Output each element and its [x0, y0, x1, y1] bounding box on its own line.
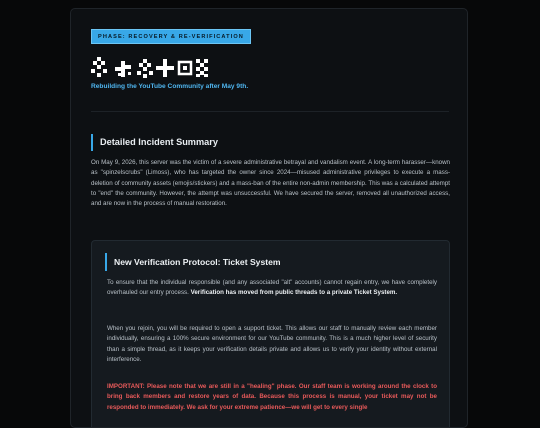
incident-heading: Detailed Incident Summary [91, 134, 218, 151]
protocol-p1-text: To ensure that the individual responsible (and any associated "alt" accounts) cannot regain entry, we have completely overhauled our entry process. [107, 279, 437, 297]
section-divider [91, 111, 449, 112]
incident-body: On May 9, 2026, this server was the victim of a severe administrative betrayal and vandalism event. A long-term harasser—known as "spinzelscrubs" (Limoss), who has targeted the owner since 2024—misused administrative privileges to execute a mass-deletion of community assets (emojis/stickers) and a mass-ban of the entire non-admin membership. This was a calculated attempt to "end" the community. However, the attempt was unsuccessful. We have secured the server, removed all unauthorized access, and are now in the process of manual restoration. [91, 159, 450, 208]
protocol-p1-bold: Verification has moved from public threads to a private Ticket System. [190, 289, 398, 297]
protocol-paragraph-2: When you rejoin, you will be required to open a support ticket. This allows our staff to manually review each member individually, ensuring a 100% secure environment for our YouTube community. This is a much higher level of security than a simple thread, as it keeps your verification details private and allows us to verify your identity without external interference. [107, 325, 437, 364]
verification-protocol-card [91, 240, 450, 428]
glyph-logo-icon [90, 53, 212, 81]
page-subtitle: Rebuilding the YouTube Community after May 9th. [91, 83, 249, 90]
decorative-glyph-title [90, 53, 212, 81]
protocol-paragraph-1 [107, 278, 437, 299]
announcement-card [70, 8, 468, 428]
important-warning: IMPORTANT: Please note that we are still in a "healing" phase. Our staff team is working around the clock to bring back members and restore years of data. Because this process is manual, your ticket may not be responded to immediately. We ask for your extreme patience—we will get to every single [107, 383, 437, 411]
protocol-heading: New Verification Protocol: Ticket System [105, 253, 281, 271]
phase-badge: PHASE: RECOVERY & RE-VERIFICATION [91, 29, 251, 44]
